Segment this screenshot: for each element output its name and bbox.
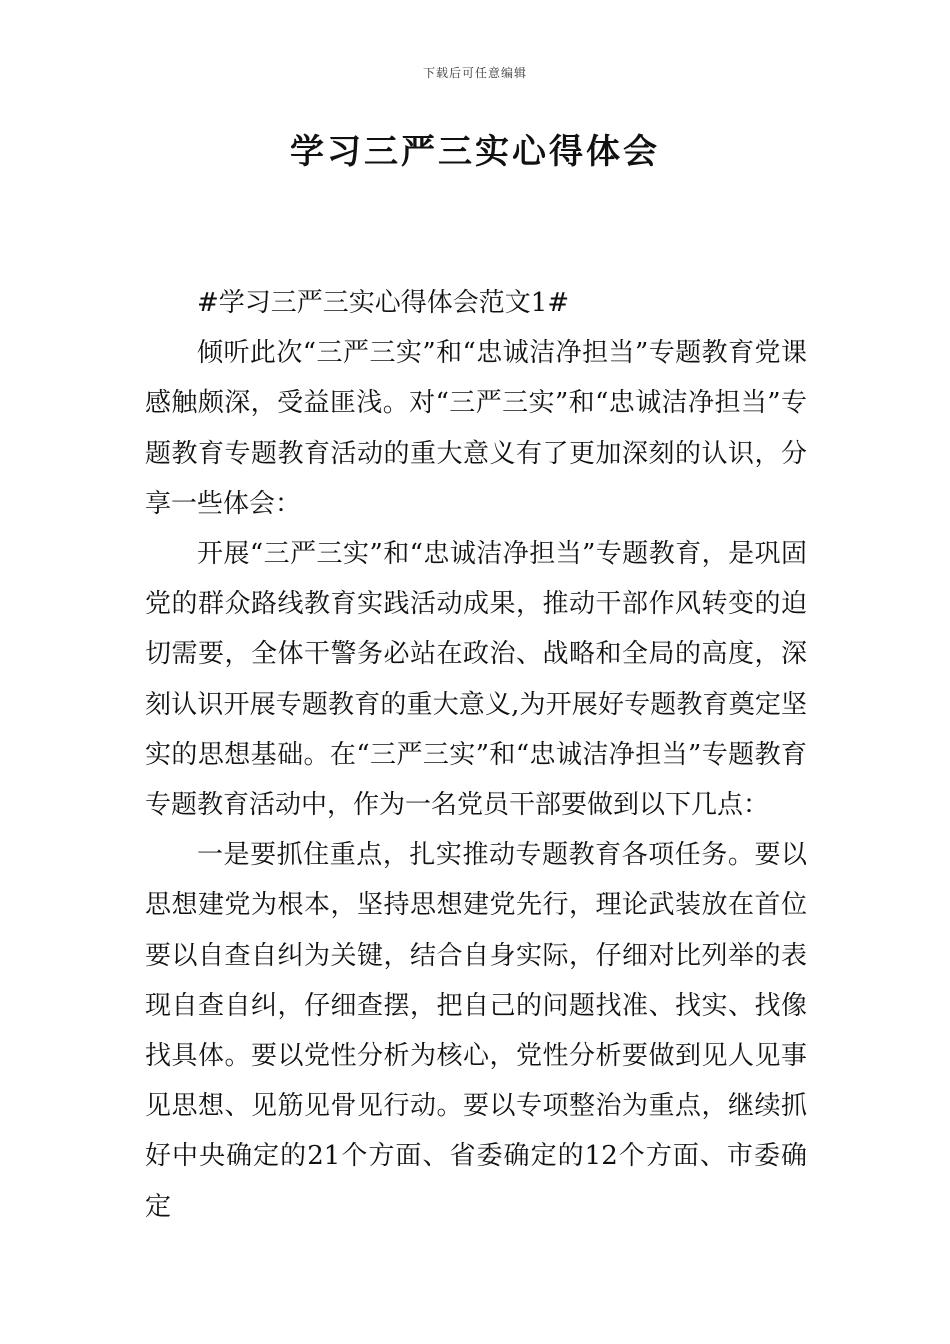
paragraph: 一是要抓住重点，扎实推动专题教育各项任务。要以思想建党为根本，坚持思想建党先行，理论武装放在首位要以自查自纠为关键，结合自身实际，仔细对比列举的表现自查自纠，仔细查摆，把自己的问题找准、找实、找像找具体。要以党性分析为核心，党性分析要做到见人见事见思想、见筋见骨见行动。要以专项整治为重点，继续抓好中央确定的21个方面、省委确定的12个方面、市委确定 <box>145 840 807 1222</box>
document-body <box>145 278 807 1232</box>
paragraph: 开展“三严三实”和“忠诚洁净担当”专题教育，是巩固党的群众路线教育实践活动成果，推动干部作风转变的迫切需要，全体干警务必站在政治、战略和全局的高度，深刻认识开展专题教育的重大意义,为开展好专题教育奠定坚实的思想基础。在“三严三实”和“忠诚洁净担当”专题教育专题教育活动中，作为一名党员干部要做到以下几点： <box>145 539 807 821</box>
paragraph: 倾听此次“三严三实”和“忠诚洁净担当”专题教育党课感触颇深，受益匪浅。对“三严三实”和“忠诚洁净担当”专题教育专题教育活动的重大意义有了更加深刻的认识，分享一些体会： <box>145 338 807 519</box>
document-title: 学习三严三实心得体会 <box>290 132 660 172</box>
paragraph-heading: #学习三严三实心得体会范文1# <box>197 288 570 318</box>
header-note: 下载后可任意编辑 <box>422 66 527 80</box>
